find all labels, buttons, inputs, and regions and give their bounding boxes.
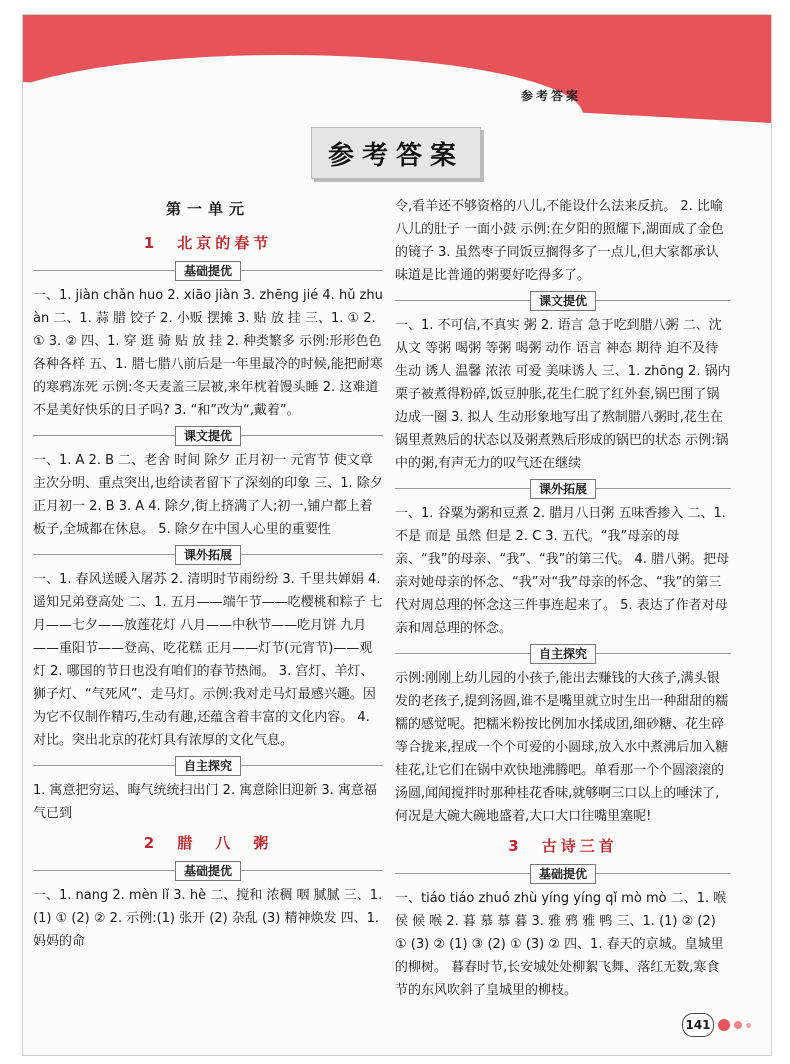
section-heading: 自主探究	[530, 644, 596, 664]
page-number: 141	[682, 1013, 714, 1037]
answer-text: 一、tiáo tiáo zhuó zhù yíng yíng qǐ mò mò 二、1. 喉 侯 候 喉 2. 暮 慕 慕 暮 3. 雅 鸦 雅 鸭 三、1. (1) ② (2) ① (3) ② (1) ③ (2) ① (3) ② 四、1. 春天的京城。皇城里的柳树。 暮春时节,长安城处处柳絮飞舞、落红无数,寒食节的东风吹斜了皇城里的柳枝。	[395, 891, 727, 998]
section-bar	[33, 861, 383, 881]
dot-icon	[734, 1021, 742, 1029]
page-footer	[682, 1013, 751, 1037]
section-heading: 基础提优	[530, 864, 596, 884]
right-column	[395, 195, 731, 1002]
section-bar	[395, 864, 731, 884]
answer-text: 一、1. 春风送暖入屠苏 2. 清明时节雨纷纷 3. 千里共婵娟 4. 遥知兄弟登高处 二、1. 五月——端午节——吃樱桃和粽子 七月——七夕——放莲花灯 八月——中秋节——吃月饼 九月——重阳节——登高、吃花糕 正月——灯节(元宵节)——观灯 2. 哪国的节日也没有咱们的春节热闹。 3. 宫灯、羊灯、狮子灯、“气死风”、走马灯。示例:我对走马灯最感兴趣。因为它不仅制作精巧,生动有趣,还蕴含着丰富的文化内容。 4. 对比。突出北京的花灯具有浓厚的文化气息。	[33, 572, 383, 748]
answer-text: 一、1. 不可信,不真实 粥 2. 语言 急于吃到腊八粥 二、沈从文 等粥 喝粥 等粥 喝粥 动作 语言 神态 期待 迫不及待 生动 诱人 温馨 浓浓 可爱 美味诱人 三、1. zhōng 2. 锅内栗子被煮得粉碎,饭豆肿胀,花生仁脱了红外套,锅巴围了锅边成一圈 3. 拟人 生动形象地写出了熬制腊八粥时,花生在锅里煮熟后的状态以及粥煮熟后形成的锅巴的状态 示例:锅中的粥,有声无力的叹气还在继续	[395, 318, 731, 471]
section-bar	[395, 644, 731, 664]
section-heading: 基础提优	[175, 261, 241, 281]
answer-text: 令,看羊还不够资格的八儿,不能设什么法来反抗。 2. 比喻 八儿的肚子 一面小鼓 示例:在夕阳的照耀下,湖面成了金色的镜子 3. 虽然枣子同饭豆搁得多了一点儿,但大家都承认味道是比普通的粥要好吃得多了。	[395, 199, 724, 283]
left-column	[33, 195, 383, 953]
running-header: 参考答案	[520, 89, 581, 103]
answer-text: 1. 寓意把穷运、晦气统统扫出门 2. 寓意除旧迎新 3. 寓意福气已到	[33, 783, 377, 821]
lesson-title: 2 腊 八 粥	[143, 834, 273, 852]
lesson-title: 1 北京的春节	[143, 234, 273, 252]
section-bar	[33, 261, 383, 281]
answer-text: 一、1. nang 2. mèn lǐ 3. hè 二、搅和 浓稠 咽 腻腻 三、1. (1) ① (2) ② 2. 示例:(1) 张开 (2) 杂乱 (3) 精神焕发 四、1. 妈妈的命	[33, 888, 383, 949]
lesson-title: 3 古诗三首	[508, 837, 618, 855]
section-bar	[395, 291, 731, 311]
dot-icon	[718, 1019, 730, 1031]
header-curve	[22, 55, 583, 175]
answer-text: 一、1. jiàn chǎn huo 2. xiāo jiàn 3. zhēng jié 4. hǔ zhuàn 二、1. 蒜 腊 饺子 2. 小贩 摆摊 3. 贴 放 挂 三、1. ① 2. ① 3. ② 四、1. 穿 逛 骑 贴 放 挂 2. 种类繁多 示例:形形色色 各种各样 五、1. 腊七腊八前后是一年里最冷的时候,能把耐寒的寒鸦冻死 示例:冬天麦盖三层被,来年枕着馒头睡 2. 这难道不是美好快乐的日子吗? 3. “和”改为“,戴着”。	[33, 288, 383, 418]
section-bar	[33, 426, 383, 446]
section-heading: 课外拓展	[175, 545, 241, 565]
answer-text: 一、1. 谷粟为粥和豆煮 2. 腊月八日粥 五味香掺入 二、1. 不是 而是 虽然 但是 2. C 3. 五代。“我”母亲的母亲、“我”的母亲、“我”、“我”的第三代。 4. 腊八粥。把母亲对她母亲的怀念、“我”对“我”母亲的怀念、“我”的第三代对周总理的怀念这三件事连起来了。 5. 表达了作者对母亲和周总理的怀念。	[395, 506, 730, 636]
section-bar	[395, 479, 731, 499]
section-bar	[33, 756, 383, 776]
section-heading: 课文提优	[175, 426, 241, 446]
section-heading: 课文提优	[530, 291, 596, 311]
section-heading: 基础提优	[175, 861, 241, 881]
dot-icon	[746, 1023, 751, 1028]
section-heading: 自主探究	[175, 756, 241, 776]
answer-text: 一、1. A 2. B 二、老舍 时间 除夕 正月初一 元宵节 使文章主次分明、重点突出,也给读者留下了深刻的印象 三、1. 除夕 正月初一 2. B 3. A 4. 除夕,街上挤满了人;初一,铺户都上着板子,全城都在休息。 5. 除夕在中国人心里的重要性	[33, 453, 383, 537]
answer-text: 示例:刚刚上幼儿园的小孩子,能出去赚钱的大孩子,满头银发的老孩子,提到汤圆,谁不是嘴里就立时生出一种甜甜的糯糯的感觉呢。把糯米粉按比例加水揉成团,细砂糖、花生碎等合拢来,捏成一个个可爱的小圆球,放入水中煮沸后加入糖桂花,让它们在锅中欢快地沸腾吧。单看那一个个圆滚滚的汤圆,闻闻搅拌时那种桂花香味,就够啊三口以上的唾沫了,何况是大碗大碗地盛着,大口大口往嘴里塞呢!	[395, 671, 729, 824]
section-bar	[33, 545, 383, 565]
section-heading: 课外拓展	[530, 479, 596, 499]
page	[22, 14, 772, 1056]
page-title: 参考答案	[311, 127, 481, 179]
unit-title: 第一单元	[165, 200, 250, 218]
